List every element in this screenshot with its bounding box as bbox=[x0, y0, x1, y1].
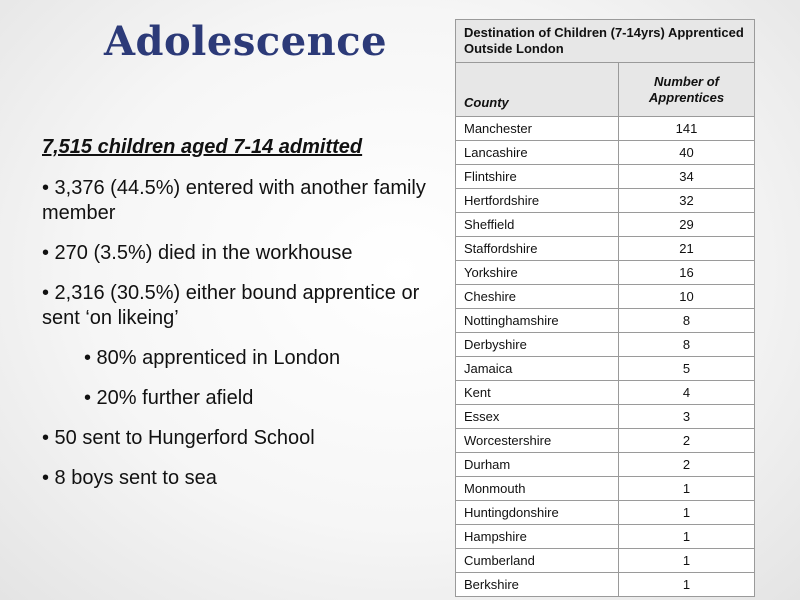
table-row bbox=[456, 309, 755, 333]
table-row bbox=[456, 429, 755, 453]
bullet-london: • 80% apprenticed in London bbox=[84, 347, 341, 369]
table-row bbox=[456, 285, 755, 309]
summary-heading: 7,515 children aged 7-14 admitted bbox=[42, 136, 363, 158]
apprentice-count-cell: 21 bbox=[619, 237, 755, 261]
table-row bbox=[456, 189, 755, 213]
summary-section bbox=[42, 136, 432, 506]
column-header-county: County bbox=[456, 63, 619, 117]
county-cell: Yorkshire bbox=[456, 261, 619, 285]
table-row bbox=[456, 165, 755, 189]
table-row bbox=[456, 381, 755, 405]
table-row bbox=[456, 237, 755, 261]
apprentice-count-cell: 1 bbox=[619, 477, 755, 501]
table-row bbox=[456, 477, 755, 501]
table-row bbox=[456, 525, 755, 549]
bullet-sea: • 8 boys sent to sea bbox=[42, 467, 217, 489]
table-row bbox=[456, 405, 755, 429]
bullet-died: • 270 (3.5%) died in the workhouse bbox=[42, 242, 353, 264]
apprentices-table-wrap bbox=[455, 19, 755, 597]
apprentice-count-cell: 29 bbox=[619, 213, 755, 237]
table-row bbox=[456, 549, 755, 573]
county-cell: Hampshire bbox=[456, 525, 619, 549]
apprentice-count-cell: 1 bbox=[619, 549, 755, 573]
apprentice-count-cell: 8 bbox=[619, 333, 755, 357]
county-cell: Jamaica bbox=[456, 357, 619, 381]
apprentice-count-cell: 1 bbox=[619, 573, 755, 597]
table-row bbox=[456, 333, 755, 357]
county-cell: Monmouth bbox=[456, 477, 619, 501]
apprentice-count-cell: 8 bbox=[619, 309, 755, 333]
county-cell: Cheshire bbox=[456, 285, 619, 309]
apprentice-count-cell: 3 bbox=[619, 405, 755, 429]
apprentice-count-cell: 1 bbox=[619, 501, 755, 525]
apprentice-count-cell: 32 bbox=[619, 189, 755, 213]
apprentice-count-cell: 2 bbox=[619, 453, 755, 477]
county-cell: Flintshire bbox=[456, 165, 619, 189]
table-row bbox=[456, 573, 755, 597]
county-cell: Staffordshire bbox=[456, 237, 619, 261]
bullet-afield: • 20% further afield bbox=[84, 387, 254, 409]
apprentice-count-cell: 40 bbox=[619, 141, 755, 165]
county-cell: Huntingdonshire bbox=[456, 501, 619, 525]
county-cell: Derbyshire bbox=[456, 333, 619, 357]
county-cell: Kent bbox=[456, 381, 619, 405]
column-header-number: Number of Apprentices bbox=[619, 63, 755, 117]
bullet-apprentice: • 2,316 (30.5%) either bound apprentice or sent ‘on likeing’ bbox=[42, 282, 420, 329]
county-cell: Worcestershire bbox=[456, 429, 619, 453]
apprentice-count-cell: 34 bbox=[619, 165, 755, 189]
table-row bbox=[456, 453, 755, 477]
apprentices-table bbox=[455, 19, 755, 597]
county-cell: Lancashire bbox=[456, 141, 619, 165]
table-body bbox=[456, 117, 755, 597]
county-cell: Durham bbox=[456, 453, 619, 477]
table-row bbox=[456, 213, 755, 237]
county-cell: Essex bbox=[456, 405, 619, 429]
apprentice-count-cell: 16 bbox=[619, 261, 755, 285]
county-cell: Hertfordshire bbox=[456, 189, 619, 213]
apprentice-count-cell: 10 bbox=[619, 285, 755, 309]
bullet-family-member: • 3,376 (44.5%) entered with another family member bbox=[42, 177, 426, 224]
apprentice-count-cell: 2 bbox=[619, 429, 755, 453]
table-row bbox=[456, 357, 755, 381]
county-cell: Sheffield bbox=[456, 213, 619, 237]
county-cell: Nottinghamshire bbox=[456, 309, 619, 333]
table-row bbox=[456, 141, 755, 165]
table-row bbox=[456, 117, 755, 141]
table-title: Destination of Children (7-14yrs) Apprenticed Outside London bbox=[456, 20, 755, 63]
bullet-hungerford: • 50 sent to Hungerford School bbox=[42, 427, 315, 449]
slide-title: Adolescence bbox=[104, 18, 388, 65]
county-cell: Manchester bbox=[456, 117, 619, 141]
county-cell: Berkshire bbox=[456, 573, 619, 597]
apprentice-count-cell: 1 bbox=[619, 525, 755, 549]
apprentice-count-cell: 4 bbox=[619, 381, 755, 405]
table-row bbox=[456, 261, 755, 285]
table-row bbox=[456, 501, 755, 525]
apprentice-count-cell: 5 bbox=[619, 357, 755, 381]
county-cell: Cumberland bbox=[456, 549, 619, 573]
apprentice-count-cell: 141 bbox=[619, 117, 755, 141]
